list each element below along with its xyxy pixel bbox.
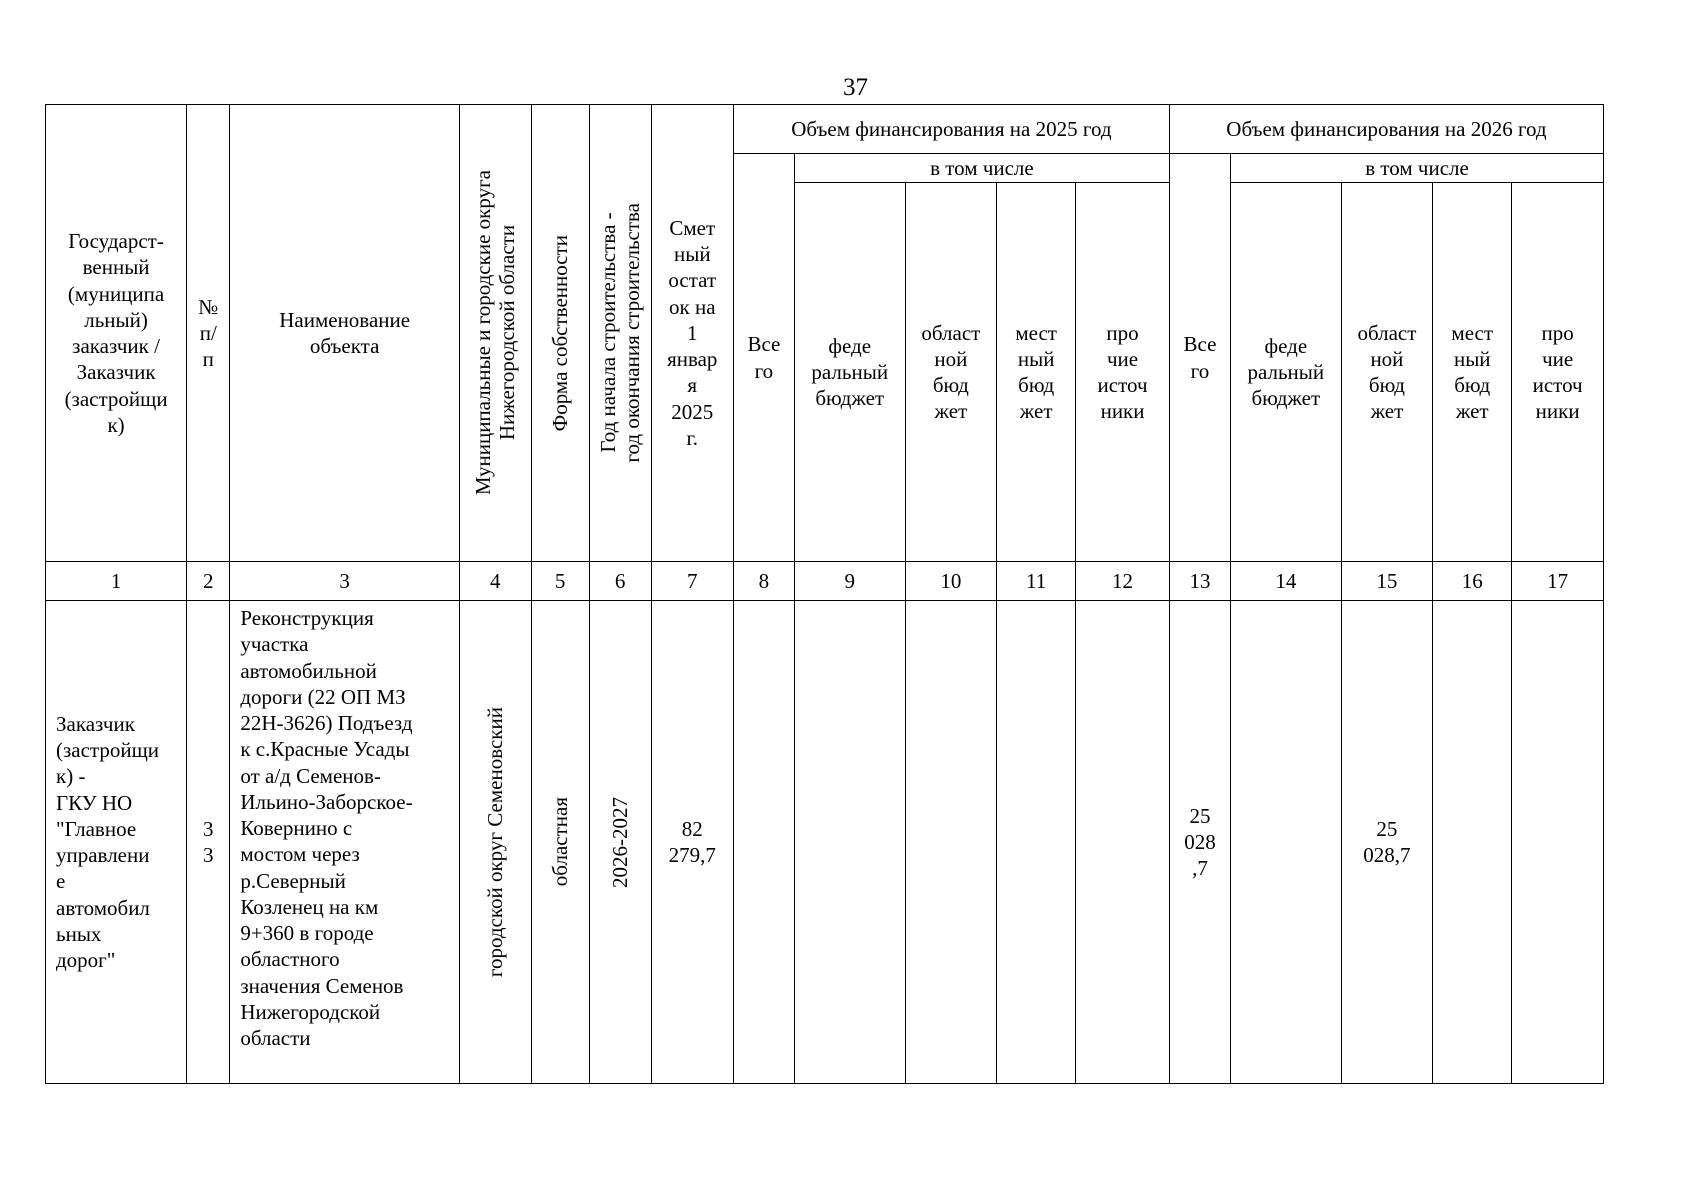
header-financing-2026: Объем финансирования на 2026 год	[1169, 105, 1603, 154]
cell-ownership: областная	[531, 601, 589, 1084]
cell-2026-federal	[1231, 601, 1342, 1084]
header-customer: Государст- венный (муниципа льный) заказчик / Заказчик (застройщи к)	[46, 105, 187, 562]
column-number: 12	[1076, 562, 1170, 601]
cell-2026-local	[1433, 601, 1512, 1084]
header-years: Год начала строительства - год окончания строительства	[589, 105, 651, 562]
column-number: 1	[46, 562, 187, 601]
header-object-name: Наименование объекта	[230, 105, 460, 562]
cell-years: 2026-2027	[589, 601, 651, 1084]
cell-2026-regional: 25 028,7	[1341, 601, 1433, 1084]
column-number: 11	[997, 562, 1076, 601]
header-2026-federal: феде ральный бюджет	[1231, 183, 1342, 562]
header-2025-in-that-number: в том числе	[794, 154, 1169, 183]
column-number: 8	[733, 562, 794, 601]
header-2025-federal: феде ральный бюджет	[794, 183, 905, 562]
header-2026-total: Все го	[1169, 154, 1230, 562]
header-2026-other: про чие источ ники	[1512, 183, 1604, 562]
investment-table	[45, 104, 1604, 1084]
column-number: 5	[531, 562, 589, 601]
header-row-1	[46, 105, 1604, 154]
cell-2026-other	[1512, 601, 1604, 1084]
column-number: 14	[1231, 562, 1342, 601]
table-row	[46, 601, 1604, 1084]
cell-number: 3 3	[187, 601, 230, 1084]
header-2025-total: Все го	[733, 154, 794, 562]
cell-2025-federal	[794, 601, 905, 1084]
column-number: 2	[187, 562, 230, 601]
header-2026-regional: област ной бюд жет	[1341, 183, 1433, 562]
header-ownership: Форма собственности	[531, 105, 589, 562]
cell-2025-regional	[905, 601, 997, 1084]
column-number: 17	[1512, 562, 1604, 601]
cell-municipality: городской округ Семеновский	[459, 601, 531, 1084]
column-number-row	[46, 562, 1604, 601]
header-2026-in-that-number: в том числе	[1231, 154, 1604, 183]
header-2025-other: про чие источ ники	[1076, 183, 1170, 562]
cell-2025-other	[1076, 601, 1170, 1084]
page-number: 37	[843, 74, 868, 101]
header-2026-local: мест ный бюд жет	[1433, 183, 1512, 562]
column-number: 10	[905, 562, 997, 601]
column-number: 3	[230, 562, 460, 601]
header-financing-2025: Объем финансирования на 2025 год	[733, 105, 1169, 154]
header-2025-regional: област ной бюд жет	[905, 183, 997, 562]
cell-object-name: Реконструкция участка автомобильной дороги (22 ОП МЗ 22Н-3626) Подъезд к с.Красные Усады от а/д Семенов- Ильино-Заборское- Ковернино с мостом через р.Северный Козленец на км 9+360 в городе областного значения Семенов Нижегородской области	[230, 601, 460, 1084]
column-number: 13	[1169, 562, 1230, 601]
cell-2026-total: 25 028 ,7	[1169, 601, 1230, 1084]
column-number: 15	[1341, 562, 1433, 601]
column-number: 9	[794, 562, 905, 601]
cell-2025-local	[997, 601, 1076, 1084]
cell-2025-total	[733, 601, 794, 1084]
header-estimated-balance: Смет ный остат ок на 1 январ я 2025 г.	[651, 105, 733, 562]
header-number: № п/ п	[187, 105, 230, 562]
column-number: 4	[459, 562, 531, 601]
column-number: 6	[589, 562, 651, 601]
cell-estimated-balance: 82 279,7	[651, 601, 733, 1084]
header-municipality: Муниципальные и городские округа Нижегородской области	[459, 105, 531, 562]
column-number: 16	[1433, 562, 1512, 601]
cell-customer: Заказчик (застройщи к) - ГКУ НО "Главное управлени е автомобил ьных дорог"	[46, 601, 187, 1084]
header-2025-local: мест ный бюд жет	[997, 183, 1076, 562]
column-number: 7	[651, 562, 733, 601]
